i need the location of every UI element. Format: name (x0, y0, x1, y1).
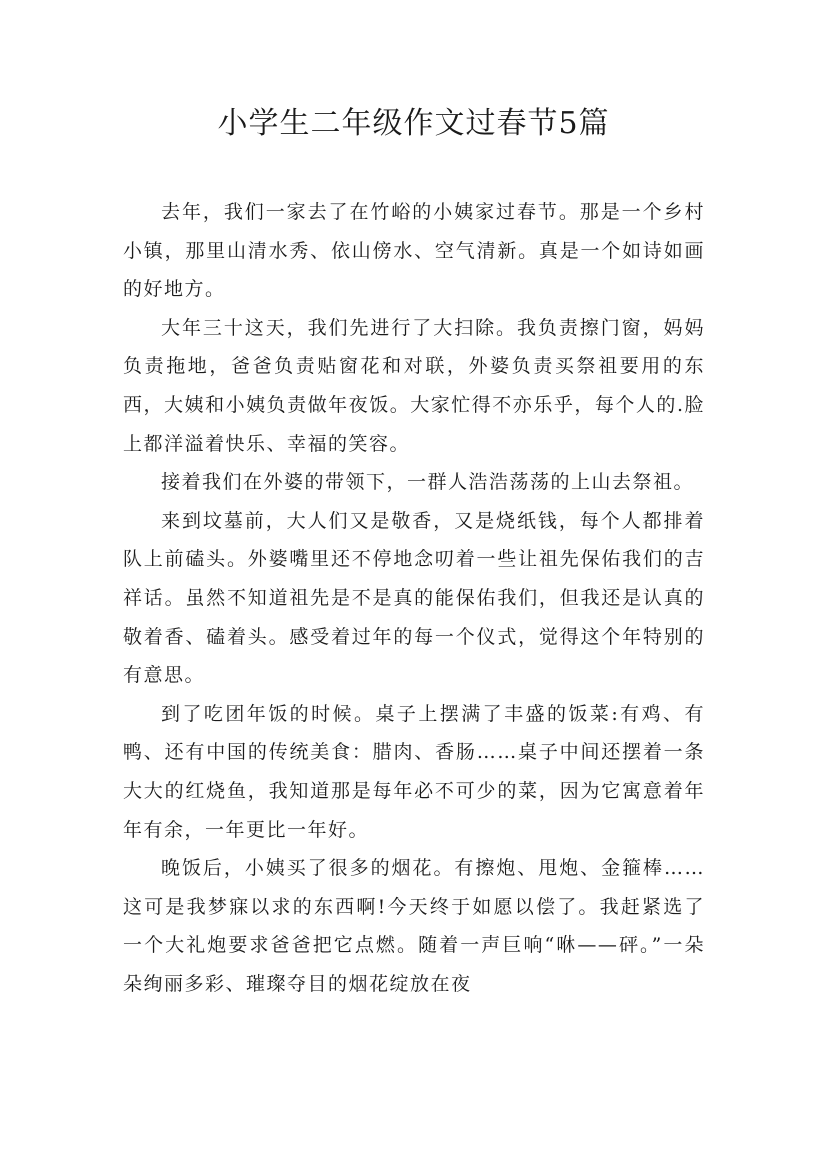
paragraph: 来到坟墓前，大人们又是敬香，又是烧纸钱，每个人都排着队上前磕头。外婆嘴里还不停地念叨着一些让祖先保佑我们的吉祥话。虽然不知道祖先是不是真的能保佑我们，但我还是认真的敬着香、磕着头。感受着过年的每一个仪式，觉得这个年特别的有意思。 (123, 509, 705, 687)
paragraph: 去年，我们一家去了在竹峪的小姨家过春节。那是一个乡村小镇，那里山清水秀、依山傍水、空气清新。真是一个如诗如画的好地方。 (123, 201, 705, 301)
paragraph: 到了吃团年饭的时候。桌子上摆满了丰盛的饭菜:有鸡、有鸭、还有中国的传统美食：腊肉、香肠……桌子中间还摆着一条大大的红烧鱼，我知道那是每年必不可少的菜，因为它寓意着年年有余，一年更比一年好。 (123, 702, 705, 841)
paragraph: 接着我们在外婆的带领下，一群人浩浩荡荡的上山去祭祖。 (161, 471, 695, 494)
paragraph: 晚饭后，小姨买了很多的烟花。有擦炮、甩炮、金箍棒……这可是我梦寐以求的东西啊!今天终于如愿以偿了。我赶紧选了一个大礼炮要求爸爸把它点燃。随着一声巨响“咻——砰。”一朵朵绚丽多彩、璀璨夺目的烟花绽放在夜 (123, 857, 705, 995)
document-title: 小学生二年级作文过春节5篇 (217, 106, 610, 141)
paragraph: 大年三十这天，我们先进行了大扫除。我负责擦门窗，妈妈负责拖地，爸爸负责贴窗花和对联，外婆负责买祭祖要用的东西，大姨和小姨负责做年夜饭。大家忙得不亦乐乎，每个人的.脸上都洋溢着快乐、幸福的笑容。 (123, 316, 705, 455)
document-body (123, 193, 705, 1003)
